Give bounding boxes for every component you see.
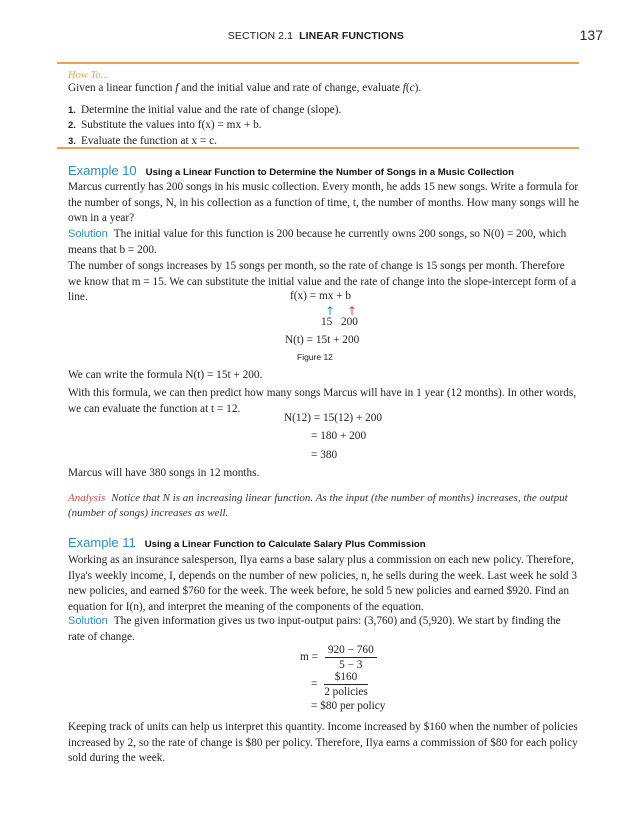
page-number: 137 xyxy=(579,27,603,43)
example-11-title: Using a Linear Function to Calculate Salary Plus Commission xyxy=(144,539,426,550)
equals-sign: = xyxy=(311,678,318,691)
rate-equation-units xyxy=(311,670,368,699)
formula-text: We can write the formula N(t) = 15t + 200. xyxy=(68,369,263,381)
section-title: LINEAR FUNCTIONS xyxy=(299,30,404,42)
example-10-formula xyxy=(68,368,580,384)
m-lhs: m = xyxy=(300,651,318,664)
example-11-label: Example 11 xyxy=(68,535,136,550)
howto-bottom-rule xyxy=(57,147,579,149)
figure-12-slope-value: 15 xyxy=(321,316,333,328)
running-header xyxy=(0,27,630,46)
example-11-problem xyxy=(68,553,580,615)
example-10-heading xyxy=(68,162,588,178)
predict-text: With this formula, we can then predict how many songs Marcus will have in 1 year (12 months). In other words, we can evaluate the function at t = 12. xyxy=(68,387,577,415)
example-11-heading xyxy=(68,534,588,550)
conclusion-text: Marcus will have 380 songs in 12 months. xyxy=(68,467,260,479)
rate-paragraph: The number of songs increases by 15 songs per month, so the rate of change is 15 songs per month. Therefore we know that m = 15. We can substitute the initial value and the rate of change into the slope-intercept form of a line. xyxy=(68,260,577,304)
example-10-conclusion xyxy=(68,466,580,482)
analysis-note xyxy=(68,491,583,521)
example-10-solution xyxy=(68,227,580,258)
figure-12-intercept-value: 200 xyxy=(341,316,358,328)
rate-equation xyxy=(300,643,377,672)
howto-step: 1. Determine the initial value and the rate of change (slope). xyxy=(68,103,342,116)
solution-paragraph: Solution The initial value for this function is 200 because he currently owns 200 songs, so N(0) = 200, which means that b = 200. xyxy=(68,228,567,256)
analysis-label: Analysis xyxy=(68,492,106,504)
rate-result: = $80 per policy xyxy=(311,700,386,712)
howto-top-rule xyxy=(57,62,579,64)
fraction xyxy=(324,670,368,699)
howto-label: How To... xyxy=(68,70,109,81)
example-11-solution xyxy=(68,614,580,645)
figure-12-eq2: N(t) = 15t + 200 xyxy=(285,334,360,346)
fraction-denominator: 2 policies xyxy=(324,686,368,698)
figure-12-caption: Figure 12 xyxy=(297,352,333,362)
eval-line: N(12) = 15(12) + 200 xyxy=(284,412,383,424)
fraction-denominator: 5 − 3 xyxy=(339,659,363,671)
example-11-closing xyxy=(68,720,580,767)
arrow-up-icon: ↑ xyxy=(325,304,336,318)
closing-text: Keeping track of units can help us interpret this quantity. Income increased by $160 when the number of policies increased by 2, so the rate of change is $80 per policy. Therefore, Ilya earns a commission of $80 for each policy sold during the week. xyxy=(68,721,578,765)
howto-steps xyxy=(68,103,578,150)
solution-paragraph: Solution The given information gives us two input-output pairs: (3,760) and (5,920). We start by finding the rate of change. xyxy=(68,615,561,643)
example-10-label: Example 10 xyxy=(68,163,137,178)
solution-label: Solution xyxy=(68,228,108,240)
section-label: SECTION 2.1 LINEAR FUNCTIONS xyxy=(227,30,404,42)
eval-line: = 380 xyxy=(311,449,338,461)
problem-text: Working as an insurance salesperson, Ilya earns a base salary plus a commission on each new policy. Therefore, Ilya's weekly income, I, depends on the number of new policies, n, he sells during the week. Last week he sold 3 new policies, and earned $760 for the week. The week before, he sold 5 new policies and earned $920. Find an equation for I(n), and interpret the meaning of the components of the equation. xyxy=(68,554,578,613)
fraction-numerator: $160 xyxy=(324,670,368,685)
fraction xyxy=(325,643,377,672)
howto-step: 2. Substitute the values into f(x) = mx + b. xyxy=(68,119,262,132)
howto-box xyxy=(68,70,578,149)
analysis-text: Notice that N is an increasing linear function. As the input (the number of months) increases, the output (number of songs) increases as well. xyxy=(68,492,568,519)
figure-12-eq1: f(x) = mx + b xyxy=(290,290,352,302)
solution-label: Solution xyxy=(68,615,108,627)
problem-text: Marcus currently has 200 songs in his music collection. Every month, he adds 15 new songs. Write a formula for the number of songs, N, in his collection as a function of time, t, the number of months. How many songs will he own in a year? xyxy=(68,181,580,225)
arrow-up-icon: ↑ xyxy=(347,304,358,318)
example-10-title: Using a Linear Function to Determine the Number of Songs in a Music Collection xyxy=(145,167,514,178)
howto-step: 3. Evaluate the function at x = c. xyxy=(68,134,217,147)
howto-intro: Given a linear function f and the initial value and rate of change, evaluate f(c). xyxy=(68,82,422,94)
fraction-numerator: 920 − 760 xyxy=(325,643,377,658)
example-10-problem xyxy=(68,180,580,227)
eval-line: = 180 + 200 xyxy=(311,430,367,442)
